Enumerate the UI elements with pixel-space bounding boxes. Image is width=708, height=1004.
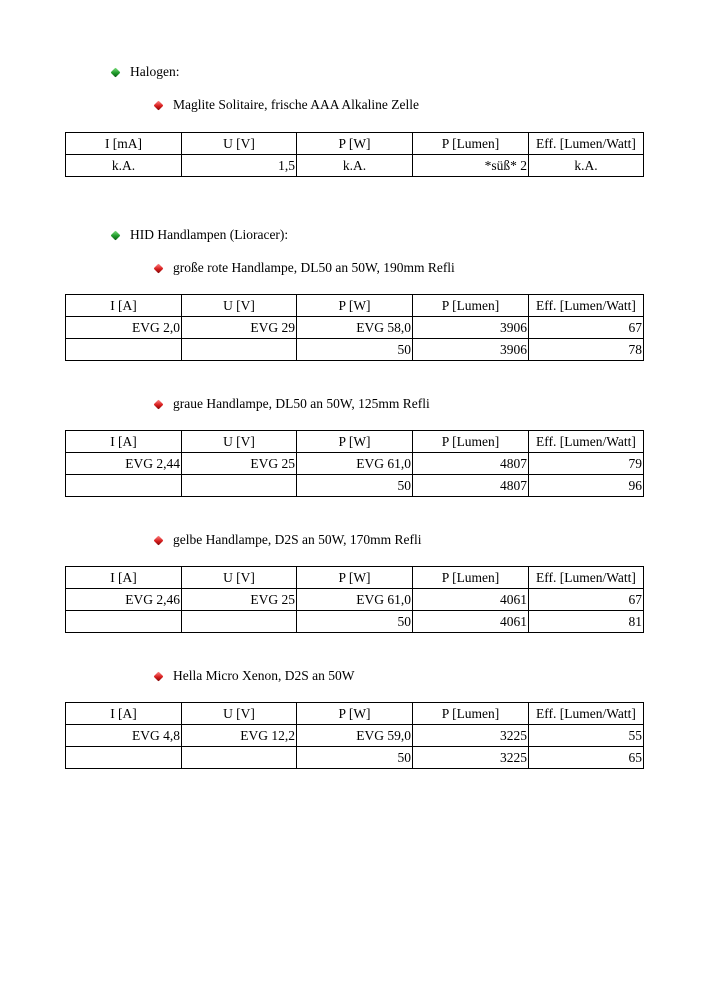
red-diamond-bullet-icon (154, 535, 164, 545)
col-header-voltage: U [V] (182, 567, 297, 589)
col-header-voltage: U [V] (182, 133, 297, 155)
table-row (66, 747, 644, 769)
label-table-2 (153, 396, 430, 412)
table-header-row (66, 703, 644, 725)
col-header-power: P [W] (297, 295, 413, 317)
cell-efficiency: 96 (529, 475, 644, 497)
cell-efficiency: 78 (529, 339, 644, 361)
label-table-4 (153, 668, 354, 684)
cell-efficiency: 79 (529, 453, 644, 475)
col-header-current: I [A] (66, 431, 182, 453)
table-row (66, 155, 644, 177)
col-header-lumen: P [Lumen] (413, 567, 529, 589)
col-header-voltage: U [V] (182, 703, 297, 725)
cell-efficiency: 67 (529, 317, 644, 339)
cell-voltage: EVG 29 (182, 317, 297, 339)
cell-power: EVG 58,0 (297, 317, 413, 339)
cell-current (66, 747, 182, 769)
cell-voltage (182, 339, 297, 361)
green-diamond-bullet-icon (111, 230, 121, 240)
cell-current: k.A. (66, 155, 182, 177)
table-row (66, 339, 644, 361)
col-header-efficiency: Eff. [Lumen/Watt] (529, 431, 644, 453)
cell-power: EVG 59,0 (297, 725, 413, 747)
col-header-power: P [W] (297, 567, 413, 589)
label-table-1-text: große rote Handlampe, DL50 an 50W, 190mm Refli (173, 260, 455, 275)
cell-lumen: 4807 (413, 475, 529, 497)
label-table-2-text: graue Handlampe, DL50 an 50W, 125mm Refli (173, 396, 430, 411)
col-header-current: I [A] (66, 703, 182, 725)
cell-voltage (182, 747, 297, 769)
col-header-efficiency: Eff. [Lumen/Watt] (529, 295, 644, 317)
col-header-lumen: P [Lumen] (413, 431, 529, 453)
cell-lumen: 4061 (413, 611, 529, 633)
col-header-efficiency: Eff. [Lumen/Watt] (529, 567, 644, 589)
table-row (66, 475, 644, 497)
red-diamond-bullet-icon (154, 671, 164, 681)
heading-hid-text: HID Handlampen (Lioracer): (130, 227, 289, 242)
label-table-3 (153, 532, 421, 548)
table-header-row (66, 133, 644, 155)
col-header-lumen: P [Lumen] (413, 295, 529, 317)
cell-efficiency: 67 (529, 589, 644, 611)
cell-voltage (182, 475, 297, 497)
cell-lumen: *süß* 2 (413, 155, 529, 177)
measurement-table-3 (65, 566, 644, 633)
cell-power: 50 (297, 747, 413, 769)
cell-lumen: 4807 (413, 453, 529, 475)
heading-halogen-text: Halogen: (130, 64, 180, 79)
cell-current (66, 339, 182, 361)
heading-hid (110, 227, 288, 243)
cell-current (66, 611, 182, 633)
col-header-current: I [A] (66, 567, 182, 589)
col-header-voltage: U [V] (182, 431, 297, 453)
cell-voltage: EVG 25 (182, 589, 297, 611)
table-header-row (66, 295, 644, 317)
cell-power: 50 (297, 611, 413, 633)
cell-current: EVG 4,8 (66, 725, 182, 747)
cell-power: 50 (297, 339, 413, 361)
cell-lumen: 3225 (413, 747, 529, 769)
table-row (66, 725, 644, 747)
cell-power: EVG 61,0 (297, 453, 413, 475)
label-table-4-text: Hella Micro Xenon, D2S an 50W (173, 668, 355, 683)
table-header-row (66, 431, 644, 453)
measurement-table-4 (65, 702, 644, 769)
cell-power: EVG 61,0 (297, 589, 413, 611)
table-row (66, 611, 644, 633)
cell-lumen: 3225 (413, 725, 529, 747)
cell-voltage (182, 611, 297, 633)
measurement-table-0 (65, 132, 644, 177)
cell-current (66, 475, 182, 497)
cell-efficiency: 65 (529, 747, 644, 769)
table-row (66, 453, 644, 475)
table-row (66, 589, 644, 611)
label-table-0 (153, 97, 419, 113)
cell-voltage: EVG 12,2 (182, 725, 297, 747)
col-header-current: I [A] (66, 295, 182, 317)
label-table-0-text: Maglite Solitaire, frische AAA Alkaline Zelle (173, 97, 419, 112)
cell-efficiency: k.A. (529, 155, 644, 177)
cell-efficiency: 81 (529, 611, 644, 633)
col-header-current: I [mA] (66, 133, 182, 155)
cell-lumen: 3906 (413, 317, 529, 339)
cell-current: EVG 2,44 (66, 453, 182, 475)
col-header-power: P [W] (297, 431, 413, 453)
cell-current: EVG 2,0 (66, 317, 182, 339)
cell-current: EVG 2,46 (66, 589, 182, 611)
cell-power: 50 (297, 475, 413, 497)
red-diamond-bullet-icon (154, 399, 164, 409)
label-table-1 (153, 260, 455, 276)
measurement-table-1 (65, 294, 644, 361)
col-header-power: P [W] (297, 703, 413, 725)
col-header-lumen: P [Lumen] (413, 703, 529, 725)
table-header-row (66, 567, 644, 589)
cell-voltage: 1,5 (182, 155, 297, 177)
cell-lumen: 3906 (413, 339, 529, 361)
green-diamond-bullet-icon (111, 67, 121, 77)
col-header-efficiency: Eff. [Lumen/Watt] (529, 133, 644, 155)
heading-halogen (110, 64, 180, 80)
cell-lumen: 4061 (413, 589, 529, 611)
red-diamond-bullet-icon (154, 263, 164, 273)
measurement-table-2 (65, 430, 644, 497)
cell-efficiency: 55 (529, 725, 644, 747)
col-header-voltage: U [V] (182, 295, 297, 317)
col-header-power: P [W] (297, 133, 413, 155)
cell-voltage: EVG 25 (182, 453, 297, 475)
col-header-lumen: P [Lumen] (413, 133, 529, 155)
label-table-3-text: gelbe Handlampe, D2S an 50W, 170mm Refli (173, 532, 422, 547)
red-diamond-bullet-icon (154, 100, 164, 110)
cell-power: k.A. (297, 155, 413, 177)
table-row (66, 317, 644, 339)
col-header-efficiency: Eff. [Lumen/Watt] (529, 703, 644, 725)
